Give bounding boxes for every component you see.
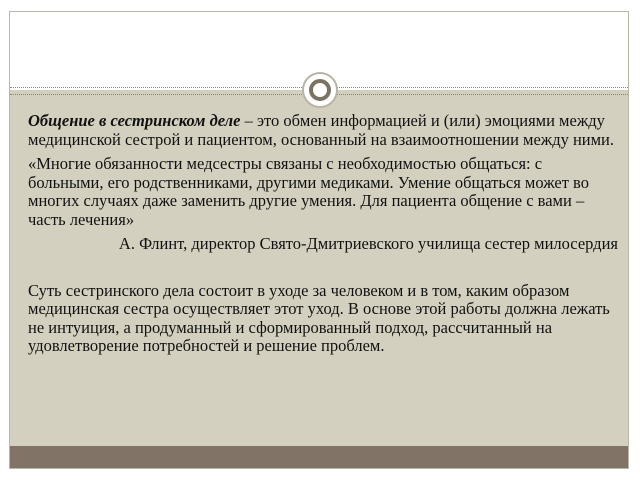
ring-ornament-icon — [302, 72, 338, 108]
essence-paragraph: Суть сестринского дела состоит в уходе за человеком и в том, каким образом медицинская сестра осуществляет этот уход. В основе этой работы должна лежать не интуиция, а продуманный и сформированный подход, рассчитанный на удовлетворение потребностей и решение проблем. — [28, 280, 610, 355]
slide-footer-band — [10, 446, 628, 468]
definition-term: Общение в сестринском деле — [28, 111, 241, 130]
quote-author: А. Флинт, директор Свято-Дмитриевского училища сестер милосердия — [118, 234, 618, 253]
spacer — [28, 260, 618, 282]
definition-text: – это обмен информацией и (или) эмоциями между медицинской сестрой и пациентом, основанный на взаимоотношении между ними. — [28, 111, 615, 149]
slide — [9, 11, 629, 469]
quote-paragraph: «Многие обязанности медсестры связаны с необходимостью общаться: с больными, его родственниками, другими медиками. Умение общаться может во многих случаях даже заменить другие умения. Для пациента общение с вами – часть лечения» — [28, 154, 589, 229]
ring-ornament-inner — [309, 79, 331, 101]
definition-paragraph — [28, 112, 618, 149]
slide-content — [28, 112, 618, 362]
